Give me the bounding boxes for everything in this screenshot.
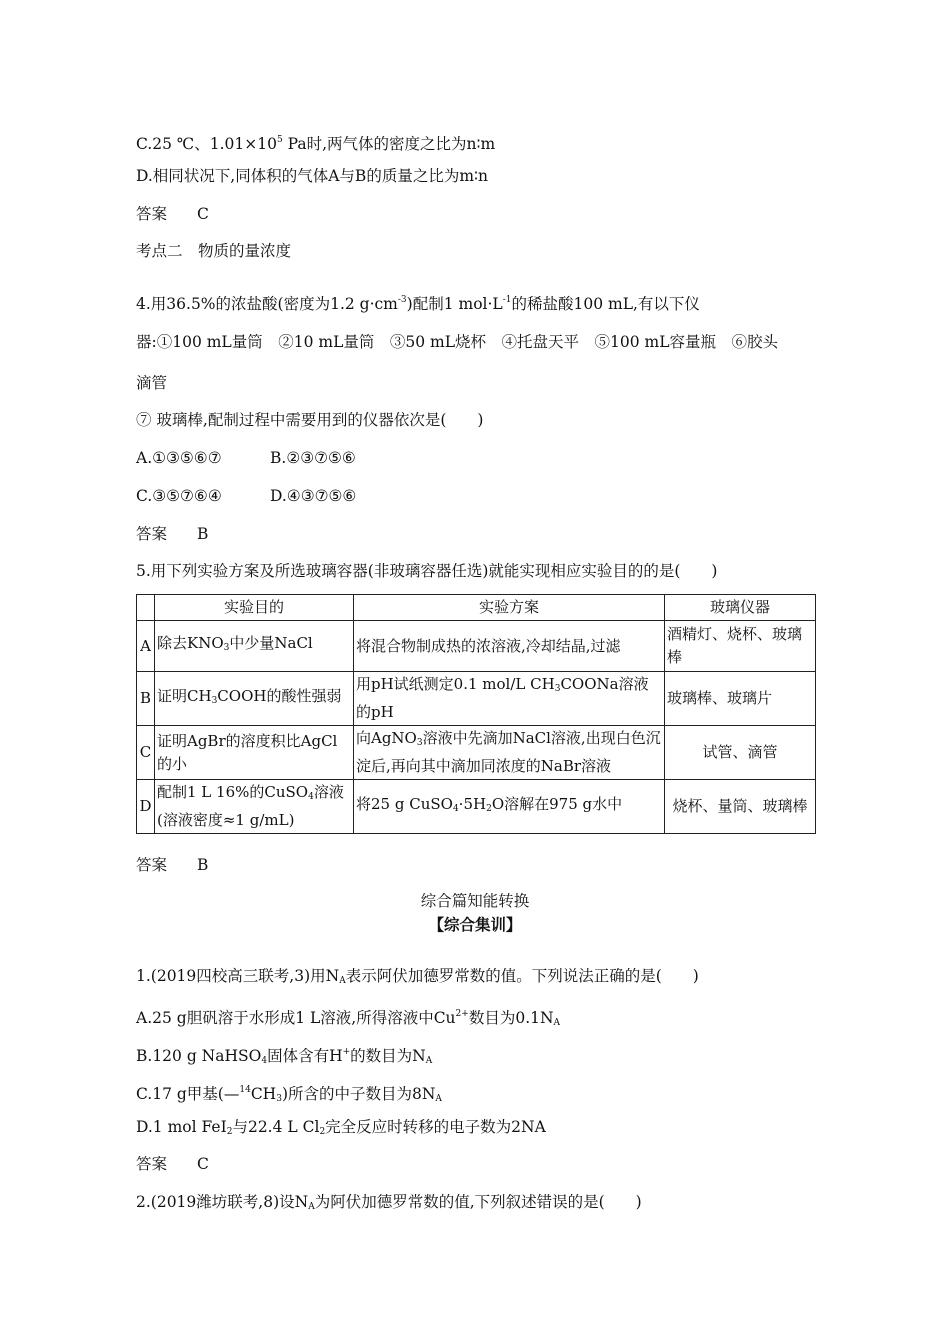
glassware-cell: 玻璃棒、玻璃片 xyxy=(665,672,816,726)
answer-line: 答案 C xyxy=(136,205,209,223)
sub-heading: 【综合集训】 xyxy=(428,915,522,934)
row-label: B xyxy=(137,672,155,726)
question-5-stem: 5.用下列实验方案及所选玻璃容器(非玻璃容器任选)就能实现相应实验目的的是( ) xyxy=(136,562,718,580)
question-4-stem: 4.用36.5%的浓盐酸(密度为1.2 $g\cdot cm^{-3}$)配制1 $mol\cdot L^{-1}$的稀盐酸100 mL,有以下仪 xyxy=(136,295,700,313)
section-heading: 考点二 物质的量浓度 xyxy=(136,242,292,260)
table-header-row xyxy=(137,595,816,621)
comp-question-2-stem: 2.(2019潍坊联考,8)设$N_A$为阿伏加德罗常数的值,下列叙述错误的是( ) xyxy=(136,1193,642,1212)
purpose-cell: 证明AgBr的溶度积比AgCl的小 xyxy=(155,726,354,780)
question-4-instruments: 器:①100 mL量筒 ②10 mL量筒 ③50 mL烧杯 ④托盘天平 ⑤100 mL容量瓶 ⑥胶头 xyxy=(136,333,779,351)
chapter-heading: 综合篇知能转换 xyxy=(420,892,530,910)
plan-cell: 向AgNO$_3$溶液中先滴加NaCl溶液,出现白色沉淀后,再向其中滴加同浓度的NaBr溶液 xyxy=(354,726,665,780)
table-header: 玻璃仪器 xyxy=(665,595,816,621)
table-header: 实验方案 xyxy=(354,595,665,621)
plan-cell: 将混合物制成热的浓溶液,冷却结晶,过滤 xyxy=(354,621,665,672)
glassware-cell: 试管、滴管 xyxy=(665,726,816,780)
glassware-cell: 烧杯、量筒、玻璃棒 xyxy=(665,780,816,834)
comp-question-1-stem: 1.(2019四校高三联考,3)用$N_A$表示阿伏加德罗常数的值。下列说法正确的是( ) xyxy=(136,967,699,986)
purpose-cell: 除去$KNO_3$中少量NaCl xyxy=(155,621,354,672)
table-row xyxy=(137,621,816,672)
question-4-options-cd: C.③⑤⑦⑥④ D.④③⑦⑤⑥ xyxy=(136,487,357,505)
experiment-table xyxy=(136,594,816,834)
purpose-cell: 证明$CH_3COOH$的酸性强弱 xyxy=(155,672,354,726)
glassware-cell: 酒精灯、烧杯、玻璃棒 xyxy=(665,621,816,672)
table-header xyxy=(137,595,155,621)
table-header: 实验目的 xyxy=(155,595,354,621)
question-4-options-ab: A.①③⑤⑥⑦ B.②③⑦⑤⑥ xyxy=(136,449,356,467)
purpose-cell: 配制1 L 16%的CuSO$_4$溶液(溶液密度≈1 g/mL) xyxy=(155,780,354,834)
answer-line: 答案 B xyxy=(136,856,209,874)
comp-question-1-option-c: C.17 g甲基$(—^{14}CH_3)$所含的中子数目为$8N_A$ xyxy=(136,1085,442,1104)
row-label: C xyxy=(137,726,155,780)
row-label: A xyxy=(137,621,155,672)
option-d-line: D.相同状况下,同体积的气体A与B的质量之比为m∶n xyxy=(136,167,489,185)
comp-question-1-option-b: B.120 g NaHSO$_4$固体含有H+的数目为$N_A$ xyxy=(136,1047,433,1066)
row-label: D xyxy=(137,780,155,834)
plan-cell: 用pH试纸测定0.1 mol/L $CH_3COONa$溶液的pH xyxy=(354,672,665,726)
comp-question-1-option-a: A.25 g胆矾溶于水形成1 L溶液,所得溶液中$Cu^{2+}$数目为$0.1N_A$ xyxy=(136,1009,561,1028)
answer-line: 答案 B xyxy=(136,525,209,543)
option-c-line: C.25 ℃、$1.01\times 10^5$ Pa时,两气体的密度之比为n∶m xyxy=(136,135,496,153)
question-4-prompt: ⑦ 玻璃棒,配制过程中需要用到的仪器依次是( ) xyxy=(136,411,484,429)
table-row xyxy=(137,780,816,834)
table-row xyxy=(137,672,816,726)
plan-cell: 将25 g $CuSO_4\cdot 5H_2O$溶解在975 g水中 xyxy=(354,780,665,834)
answer-line: 答案 C xyxy=(136,1155,209,1173)
table-row xyxy=(137,726,816,780)
comp-question-1-option-d: D.1 mol FeI$_2$与22.4 L $Cl_2$完全反应时转移的电子数为2NA xyxy=(136,1118,546,1137)
question-4-instruments-cont: 滴管 xyxy=(136,374,168,392)
